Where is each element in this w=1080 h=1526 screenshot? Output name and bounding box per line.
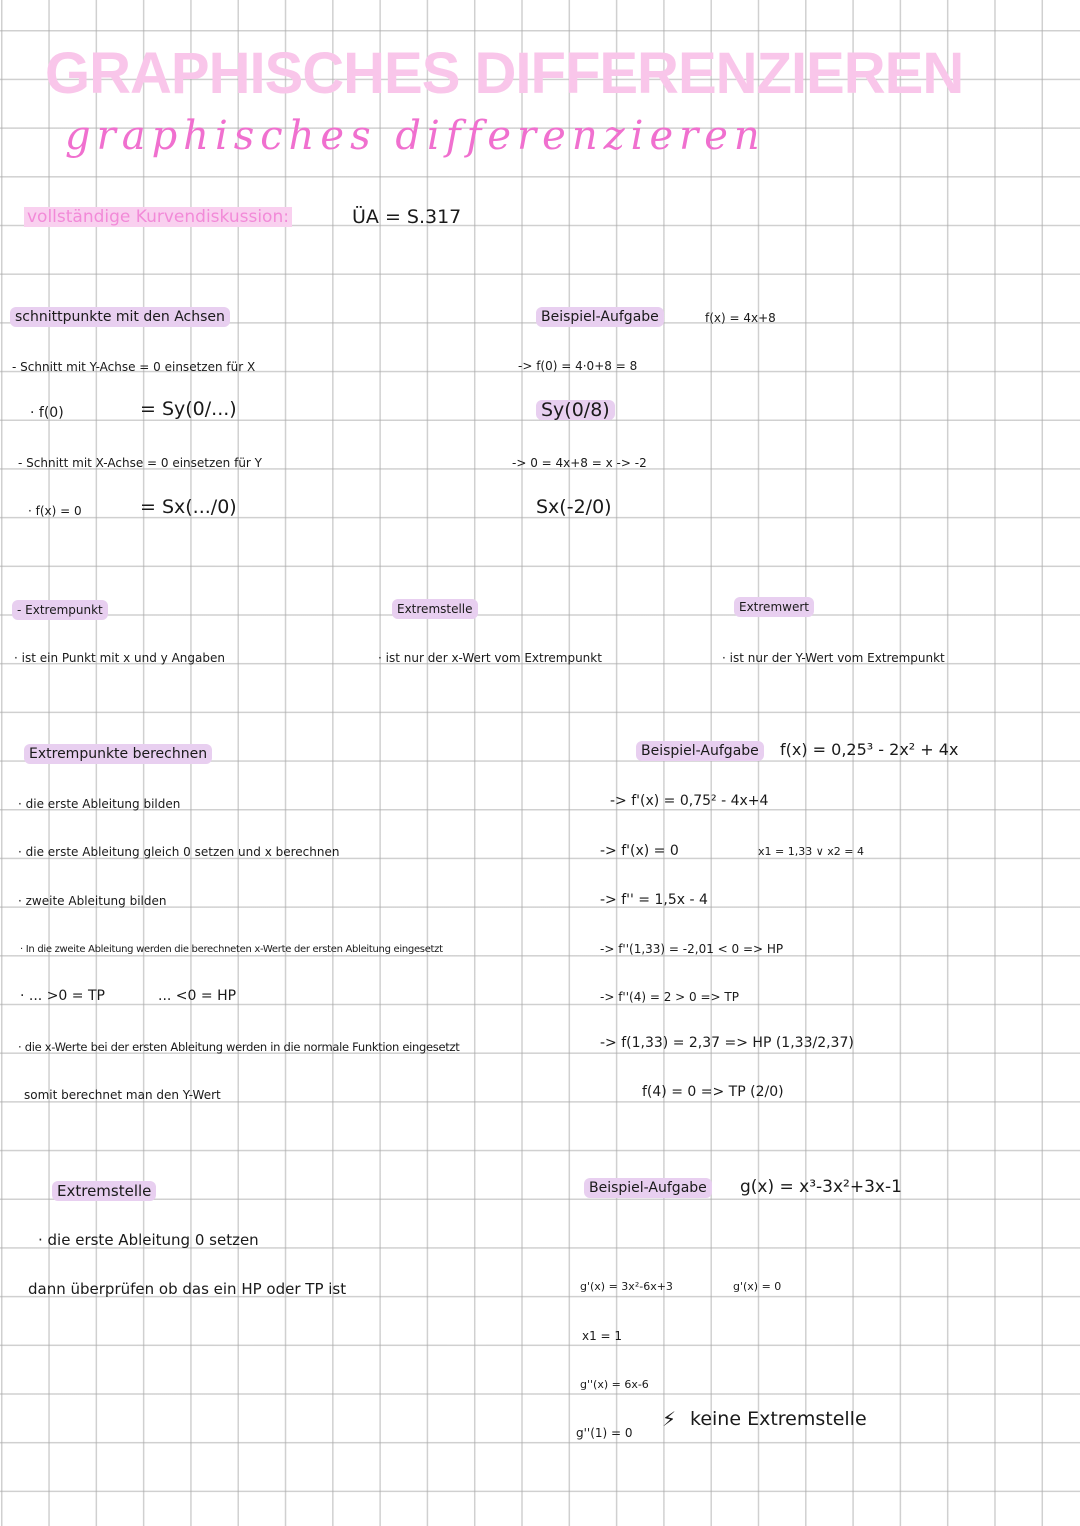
note-line: · In die zweite Ableitung werden die berechneten x-Werte der ersten Ableitung eingesetzt: [20, 944, 443, 955]
example-line: f(4) = 0 => TP (2/0): [642, 1084, 784, 1100]
lightning-icon: ⚡: [662, 1407, 677, 1431]
note-line: dann überprüfen ob das ein HP oder TP ist: [28, 1280, 347, 1298]
note-line: - Schnitt mit Y-Achse = 0 einsetzen für X: [12, 360, 256, 374]
example-line: -> f'' = 1,5x - 4: [600, 892, 708, 908]
note-line: · zweite Ableitung bilden: [18, 894, 167, 908]
note-line: · ... >0 = TP: [20, 988, 105, 1004]
example-function: g(x) = x³-3x²+3x-1: [740, 1177, 902, 1197]
note-line: = Sy(0/...): [140, 398, 237, 420]
example-line: -> f''(1,33) = -2,01 < 0 => HP: [600, 942, 784, 956]
example-line: x1 = 1,33 ∨ x2 = 4: [758, 845, 864, 858]
extremstelle-heading: Extremstelle: [392, 599, 478, 619]
note-line: · f(x) = 0: [28, 504, 82, 518]
example-line: -> 0 = 4x+8 = x -> -2: [512, 456, 647, 470]
section3-heading: Extrempunkte berechnen: [24, 744, 212, 764]
note-line: · die erste Ableitung gleich 0 setzen und x berechnen: [18, 845, 340, 859]
example-label: Beispiel-Aufgabe: [636, 741, 764, 761]
example-label: Beispiel-Aufgabe: [536, 307, 664, 327]
example-line: -> f'(x) = 0,75² - 4x+4: [610, 793, 769, 809]
extremwert-heading: Extremwert: [734, 597, 814, 617]
note-line: · die x-Werte bei der ersten Ableitung werden in die normale Funktion eingesetzt: [18, 1040, 460, 1054]
note-line: · f(0): [30, 405, 64, 421]
example-function: f(x) = 4x+8: [705, 311, 776, 325]
example-line: g''(1) = 0: [576, 1426, 633, 1440]
note-line: - Schnitt mit X-Achse = 0 einsetzen für Y: [18, 456, 263, 470]
note-line: ... <0 = HP: [158, 988, 237, 1004]
note-line: = Sx(.../0): [140, 496, 237, 518]
note-line: · die erste Ableitung bilden: [18, 797, 181, 811]
example-line: -> f''(4) = 2 > 0 => TP: [600, 990, 739, 1004]
example-line: g'(x) = 0: [733, 1280, 782, 1293]
example-line: -> f'(x) = 0: [600, 843, 679, 859]
subtitle-ref: ÜA = S.317: [352, 206, 462, 228]
extrempunkt-heading: - Extrempunkt: [12, 600, 108, 620]
note-line: somit berechnet man den Y-Wert: [24, 1088, 221, 1102]
example-label: Beispiel-Aufgabe: [584, 1178, 712, 1198]
example-line: x1 = 1: [582, 1329, 623, 1343]
example-function: f(x) = 0,25³ - 2x² + 4x: [780, 740, 959, 759]
page-title-script: graphisches differenzieren: [65, 113, 766, 159]
example-line: g'(x) = 3x²-6x+3: [580, 1280, 673, 1293]
subtitle-label: vollständige Kurvendiskussion:: [24, 207, 292, 227]
page-title-block: GRAPHISCHES DIFFERENZIEREN: [45, 41, 964, 106]
example-line: keine Extremstelle: [690, 1408, 867, 1430]
example-line: Sx(-2/0): [536, 496, 612, 518]
example-line: -> f(0) = 4·0+8 = 8: [518, 359, 638, 373]
note-line: · die erste Ableitung 0 setzen: [38, 1231, 259, 1249]
example-line: g''(x) = 6x-6: [580, 1378, 649, 1391]
section4-heading: Extremstelle: [52, 1181, 156, 1201]
section1-heading: schnittpunkte mit den Achsen: [10, 307, 230, 327]
extrempunkt-text: · ist ein Punkt mit x und y Angaben: [14, 651, 225, 665]
example-line: Sy(0/8): [536, 400, 615, 420]
extremstelle-text: · ist nur der x-Wert vom Extrempunkt: [378, 651, 602, 665]
extremwert-text: · ist nur der Y-Wert vom Extrempunkt: [722, 651, 945, 665]
example-line: -> f(1,33) = 2,37 => HP (1,33/2,37): [600, 1035, 854, 1051]
